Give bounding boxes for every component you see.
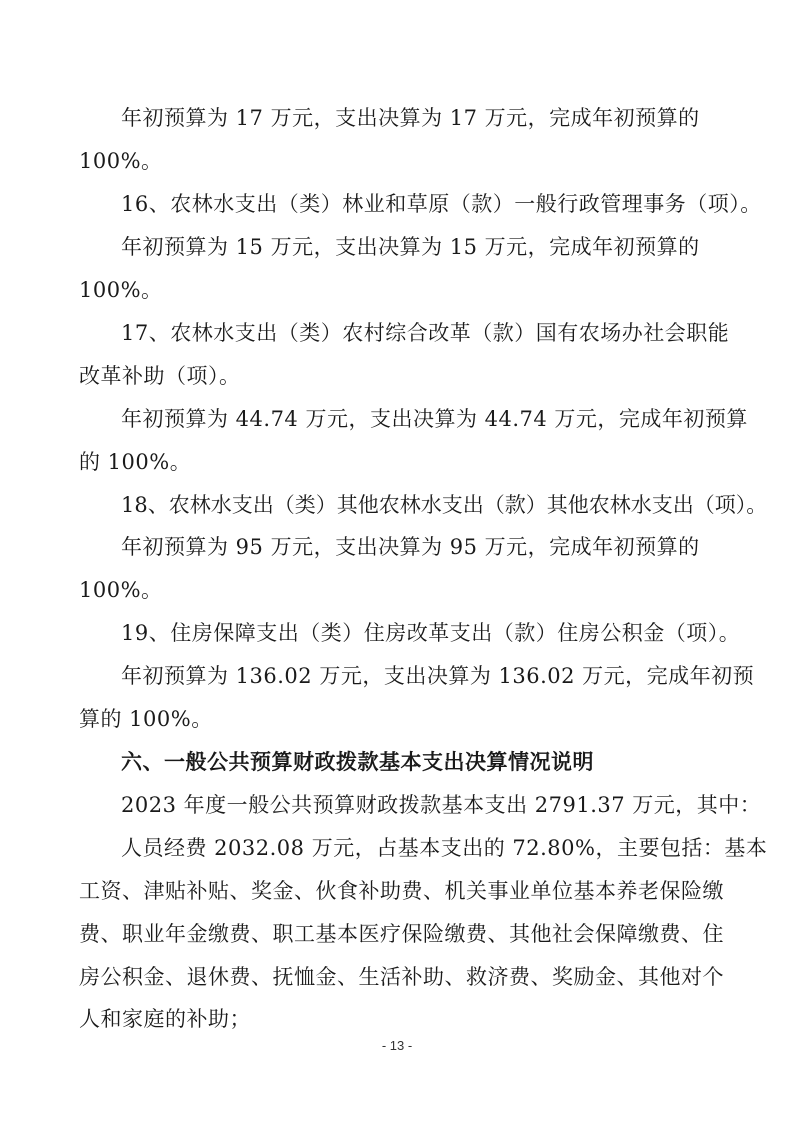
- paragraph-line: 16、农林水支出（类）林业和草原（款）一般行政管理事务（项）。: [121, 192, 762, 216]
- paragraph-line: 算的 100%。: [79, 707, 213, 731]
- paragraph-line: 费、职业年金缴费、职工基本医疗保险缴费、其他社会保障缴费、住: [79, 922, 724, 946]
- paragraph-line: 100%。: [79, 578, 163, 602]
- paragraph-line: 的 100%。: [79, 450, 192, 474]
- paragraph-line: 年初预算为 44.74 万元，支出决算为 44.74 万元，完成年初预算: [121, 407, 748, 431]
- page-number: - 13 -: [381, 1038, 413, 1053]
- paragraph-line: 18、农林水支出（类）其他农林水支出（款）其他农林水支出（项）。: [121, 493, 768, 517]
- paragraph-line: 年初预算为 17 万元，支出决算为 17 万元，完成年初预算的: [121, 106, 700, 130]
- paragraph-line: 2023 年度一般公共预算财政拨款基本支出 2791.37 万元，其中：: [121, 793, 762, 817]
- paragraph-line: 100%。: [79, 149, 163, 173]
- paragraph-line: 人员经费 2032.08 万元，占基本支出的 72.80%，主要包括：基本: [121, 836, 768, 860]
- paragraph-line: 17、农林水支出（类）农村综合改革（款）国有农场办社会职能: [121, 321, 730, 345]
- paragraph-line: 年初预算为 136.02 万元，支出决算为 136.02 万元，完成年初预: [121, 664, 755, 688]
- paragraph-line: 100%。: [79, 278, 163, 302]
- paragraph-line: 年初预算为 95 万元，支出决算为 95 万元，完成年初预算的: [121, 535, 700, 559]
- paragraph-line: 房公积金、退休费、抚恤金、生活补助、救济费、奖励金、其他对个: [79, 965, 724, 989]
- paragraph-line: 19、住房保障支出（类）住房改革支出（款）住房公积金（项）。: [121, 621, 741, 645]
- paragraph-line: 工资、津贴补贴、奖金、伙食补助费、机关事业单位基本养老保险缴: [79, 879, 724, 903]
- section-heading: 六、一般公共预算财政拨款基本支出决算情况说明: [121, 749, 594, 774]
- paragraph-line: 年初预算为 15 万元，支出决算为 15 万元，完成年初预算的: [121, 235, 700, 259]
- paragraph-line: 人和家庭的补助；: [79, 1007, 251, 1031]
- paragraph-line: 改革补助（项）。: [79, 364, 241, 388]
